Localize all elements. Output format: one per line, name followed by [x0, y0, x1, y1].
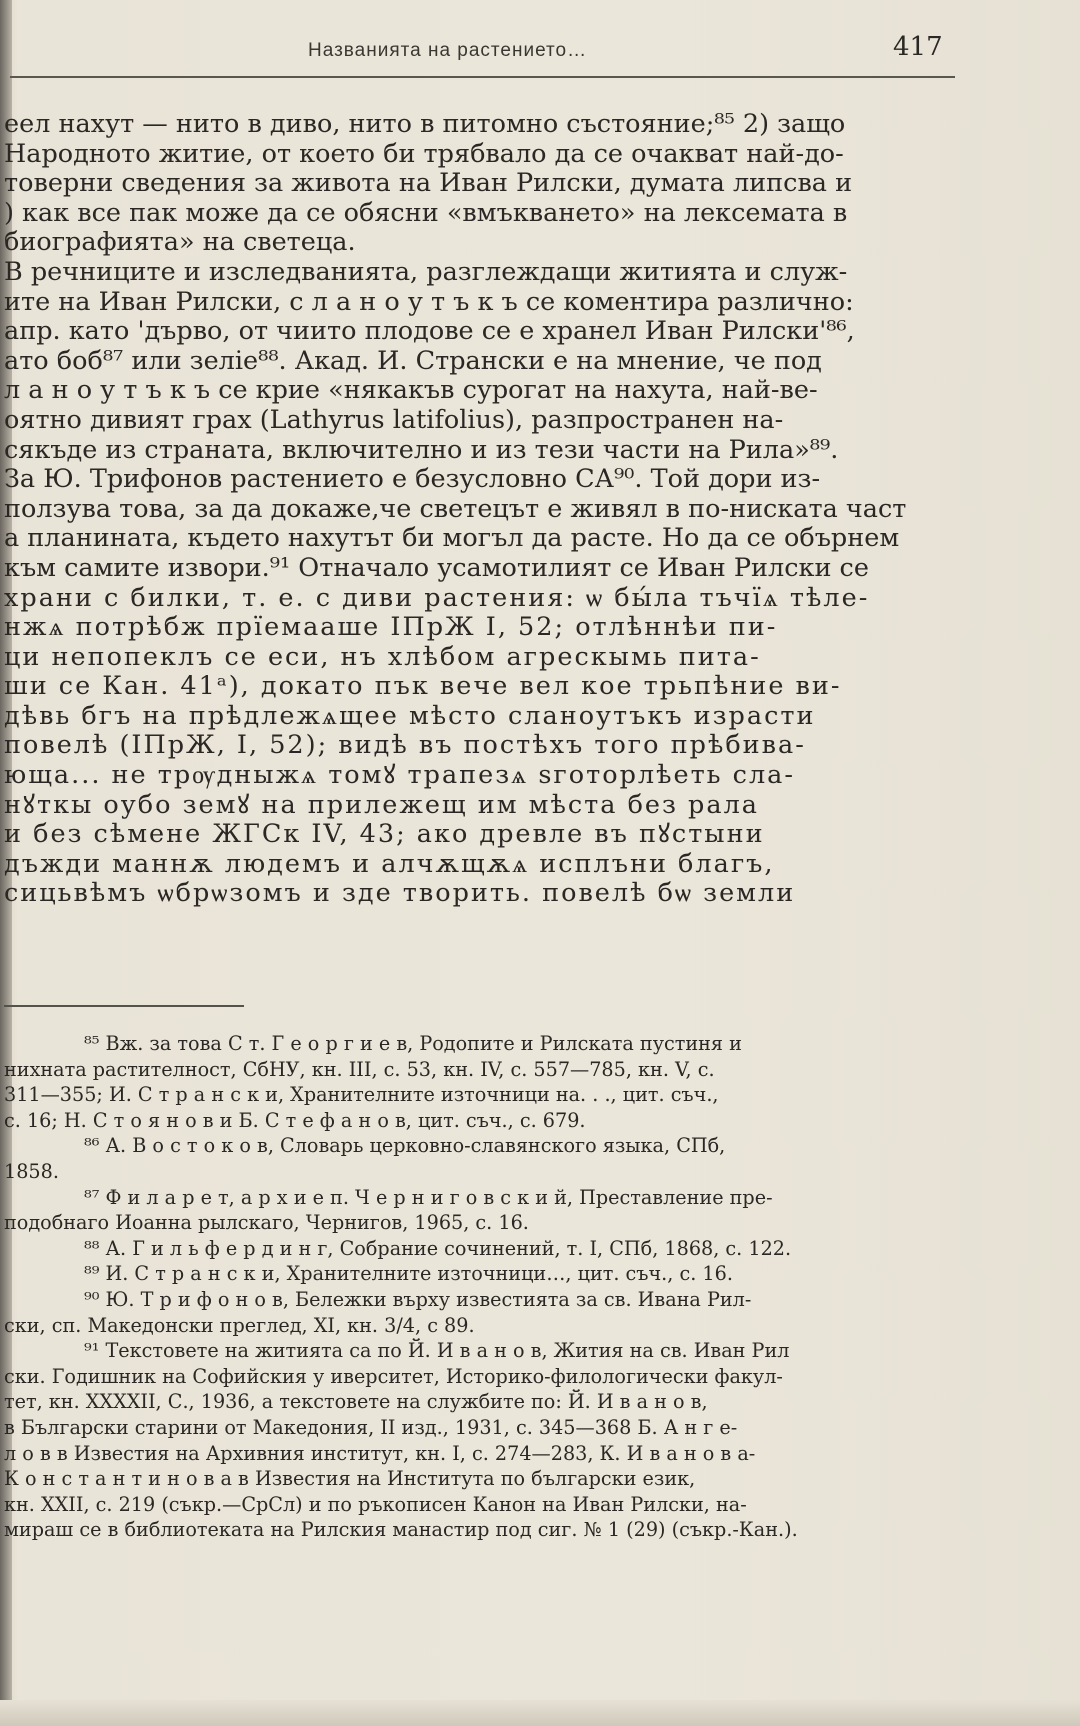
- text-line: сякъде из страната, включително и из тези части на Рила»⁸⁹.: [4, 435, 839, 465]
- footnote-line: ⁹⁰ Ю. Т р и ф о н о в, Бележки върху известията за св. Ивана Рил-: [84, 1287, 752, 1311]
- text-line: Народното житие, от което би трябвало да се очакват най-до-: [4, 139, 844, 169]
- text-line: към самите извори.⁹¹ Отначало усамотилият се Иван Рилски се: [4, 553, 869, 583]
- footnote-line: тет, кн. XXXXII, С., 1936, а текстовете на службите по: Й. И в а н о в,: [4, 1390, 708, 1414]
- church-slavonic-line: храни с билки, т. е. с диви растения: ѡ бы́ла тъчїѧ тѣле-: [4, 583, 870, 613]
- footnote-line: с. 16; Н. С т о я н о в и Б. С т е ф а н о в, цит. съч., с. 679.: [4, 1108, 586, 1132]
- text-line: ите на Иван Рилски, с л а н о у т ъ к ъ се коментира различно:: [4, 287, 854, 317]
- footnote-line: ⁸⁸ А. Г и л ь ф е р д и н г, Собрание сочинений, т. I, СПб, 1868, с. 122.: [84, 1236, 792, 1260]
- text-line: товерни сведения за живота на Иван Рилски, думата липсва и: [4, 169, 853, 199]
- church-slavonic-line: нжѧ потрѣбж прїемааше ІПрЖ І, 52; отлѣннѣи пи-: [4, 613, 778, 643]
- text-line: За Ю. Трифонов растението е безусловно СА⁹⁰. Той дори из-: [4, 465, 821, 495]
- text-line: оятно дивият грах (Lathyrus latifolius), разпространен на-: [4, 405, 784, 435]
- running-title: Названията на растението…: [308, 40, 588, 61]
- header-rule: [10, 76, 955, 78]
- text-line: л а н о у т ъ к ъ се крие «някакъв сурогат на нахута, най-ве-: [4, 376, 818, 406]
- footnote-line: л о в в Известия на Архивния институт, кн. I, с. 274—283, К. И в а н о в а-: [4, 1441, 756, 1465]
- footnote-line: 1858.: [4, 1159, 59, 1183]
- footnote-line: ⁸⁷ Ф и л а р е т, а р х и е п. Ч е р н и г о в с к и й, Преставление пре-: [84, 1185, 773, 1209]
- church-slavonic-line: и без сѣмене ЖГСк IV, 43; ако древле въ пꙋстыни: [4, 820, 765, 850]
- text-line: ползува това, за да докаже,че светецът е живял в по-ниската част: [4, 494, 907, 524]
- church-slavonic-line: дѣвь бгъ на прѣдлежѧщее мѣсто сланоутъкъ израсти: [4, 701, 816, 731]
- footnote-line: 311—355; И. С т р а н с к и, Хранителните източници на. . ., цит. съч.,: [4, 1083, 719, 1107]
- church-slavonic-line: дъжди маннѫ людемъ и алчѫщѫѧ исплъни благъ,: [4, 849, 775, 879]
- text-line: биографията» на светеца.: [4, 228, 356, 258]
- page-bottom-edge: [0, 1700, 1080, 1726]
- footnote-separator: [4, 1005, 244, 1007]
- footnote-line: ски. Годишник на Софийския у иверситет, Историко-филологически факул-: [4, 1364, 783, 1388]
- text-line: В речниците и изследванията, разглеждащи житията и служ-: [4, 257, 848, 287]
- text-line: а планината, където нахутът би могъл да расте. Но да се обърнем: [4, 524, 900, 554]
- main-text: [4, 110, 952, 909]
- church-slavonic-line: нꙋткы оубо земꙋ на прилежещ им мѣста без рала: [4, 790, 759, 820]
- footnotes: [4, 1031, 956, 1543]
- footnote-line: ⁸⁹ И. С т р а н с к и, Хранителните източници…, цит. съч., с. 16.: [84, 1262, 733, 1286]
- footnote-line: мираш се в библиотеката на Рилския манастир под сиг. № 1 (29) (съкр.-Кан.).: [4, 1518, 798, 1542]
- text-line: ) как все пак може да се обясни «вмъкването» на лексемата в: [4, 198, 848, 228]
- church-slavonic-line: ци непопеклъ се еси, нъ хлѣбом агрескымь пита-: [4, 642, 761, 672]
- footnote-line: кн. XXII, с. 219 (съкр.—СрСл) и по ръкописен Канон на Иван Рилски, на-: [4, 1492, 747, 1516]
- church-slavonic-line: сицьвѣмъ ѡбрѡзомъ и зде творить. повелѣ бѡ земли: [4, 879, 796, 909]
- footnote-line: ⁸⁵ Вж. за това С т. Г е о р г и е в, Родопите и Рилската пустиня и: [84, 1032, 742, 1055]
- footnote-line: ⁸⁶ А. В о с т о к о в, Словарь церковно-славянского языка, СПб,: [84, 1134, 726, 1158]
- church-slavonic-line: ши се Кан. 41ᵃ), докато пък вече вел кое трьпѣние ви-: [4, 672, 842, 702]
- text-line: апр. като 'дърво, от чиито плодове се е хранел Иван Рилски'⁸⁶,: [4, 317, 855, 347]
- text-line: ато боб⁸⁷ или зеліе⁸⁸. Акад. И. Странски е на мнение, че под: [4, 346, 822, 376]
- page-number: 417: [893, 32, 943, 62]
- running-header: [0, 30, 1080, 74]
- church-slavonic-line: юща... не трѹдныжѧ томꙋ трапезѧ ѕготорлѣеть сла-: [4, 761, 795, 791]
- footnote-line: ски, сп. Македонски преглед, XI, кн. 3/4, с 89.: [4, 1313, 475, 1337]
- footnote-line: в Български старини от Македония, II изд., 1931, с. 345—368 Б. А н г е-: [4, 1415, 738, 1439]
- footnote-line: ⁹¹ Текстовете на житията са по Й. И в а н о в, Жития на св. Иван Рил: [84, 1339, 790, 1363]
- footnote-line: нихната растителност, СбНУ, кн. III, с. 53, кн. IV, с. 557—785, кн. V, с.: [4, 1057, 715, 1081]
- church-slavonic-line: повелѣ (ІПрЖ, І, 52); видѣ въ постѣхъ того прѣбива-: [4, 731, 806, 761]
- text-line: еел нахут — нито в диво, нито в питомно състояние;⁸⁵ 2) защо: [4, 110, 846, 139]
- footnote-line: К о н с т а н т и н о в а в Известия на Института по български език,: [4, 1467, 696, 1491]
- footnote-line: подобнаго Иоанна рылскаго, Чернигов, 1965, с. 16.: [4, 1211, 529, 1235]
